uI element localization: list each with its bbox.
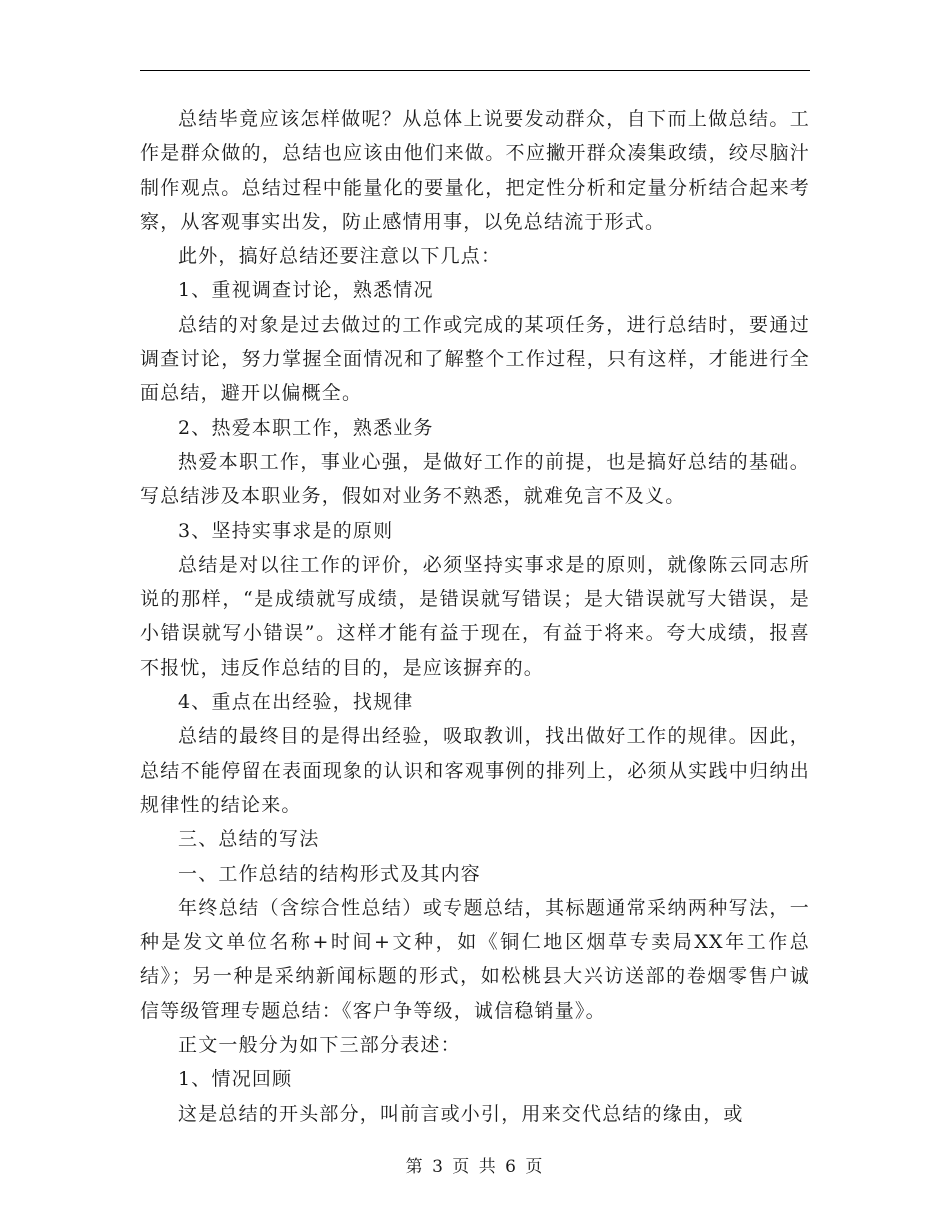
chapter-heading: 三、总结的写法 xyxy=(178,828,320,851)
paragraph: 总结毕竟应该怎样做呢？从总体上说要发动群众，自下而上做总结。工作是群众做的，总结也应该由他们来做。不应撇开群众凑集政绩，绞尽脑汁制作观点。总结过程中能量化的要量化，把定性分析和定量分析结合起来考察，从客观事实出发，防止感情用事，以免总结流于形式。 xyxy=(140,108,810,233)
section-heading: 3、坚持实事求是的原则 xyxy=(178,519,394,542)
paragraph: 热爱本职工作，事业心强，是做好工作的前提，也是搞好总结的基础。写总结涉及本职业务，假如对业务不熟悉，就难免言不及义。 xyxy=(140,450,810,508)
paragraph: 总结的对象是过去做过的工作或完成的某项任务，进行总结时，要通过调查讨论，努力掌握全面情况和了解整个工作过程，只有这样，才能进行全面总结，避开以偏概全。 xyxy=(140,313,810,405)
paragraph: 正文一般分为如下三部分表述： xyxy=(178,1034,461,1057)
page-number-footer: 第 3 页 共 6 页 xyxy=(405,1157,545,1177)
paragraph: 年终总结（含综合性总结）或专题总结，其标题通常采纳两种写法，一种是发文单位名称+时间+文种，如《铜仁地区烟草专卖局XX年工作总结》；另一种是采纳新闻标题的形式，如松桃县大兴访送部的卷烟零售户诚信等级管理专题总结：《客户争等级，诚信稳销量》。 xyxy=(140,896,810,1022)
section-heading: 2、热爱本职工作，熟悉业务 xyxy=(178,416,434,439)
paragraph: 这是总结的开头部分，叫前言或小引，用来交代总结的缘由，或 xyxy=(178,1102,744,1125)
section-heading: 1、情况回顾 xyxy=(178,1068,293,1091)
paragraph: 总结是对以往工作的评价，必须坚持实事求是的原则，就像陈云同志所说的那样，“是成绩就写成绩，是错误就写错误；是大错误就写大错误，是小错误就写小错误”。这样才能有益于现在，有益于将来。夸大成绩，报喜不报忧，违反作总结的目的，是应该摒弃的。 xyxy=(140,553,810,679)
paragraph: 总结的最终目的是得出经验，吸取教训，找出做好工作的规律。因此，总结不能停留在表面现象的认识和客观事例的排列上，必须从实践中归纳出规律性的结论来。 xyxy=(140,725,810,816)
paragraph: 此外，搞好总结还要注意以下几点： xyxy=(178,245,502,268)
header-rule xyxy=(140,70,810,71)
section-heading: 1、重视调查讨论，熟悉情况 xyxy=(178,279,434,302)
section-heading: 一、工作总结的结构形式及其内容 xyxy=(178,862,482,885)
section-heading: 4、重点在出经验，找规律 xyxy=(178,691,414,714)
document-body xyxy=(140,102,810,1131)
